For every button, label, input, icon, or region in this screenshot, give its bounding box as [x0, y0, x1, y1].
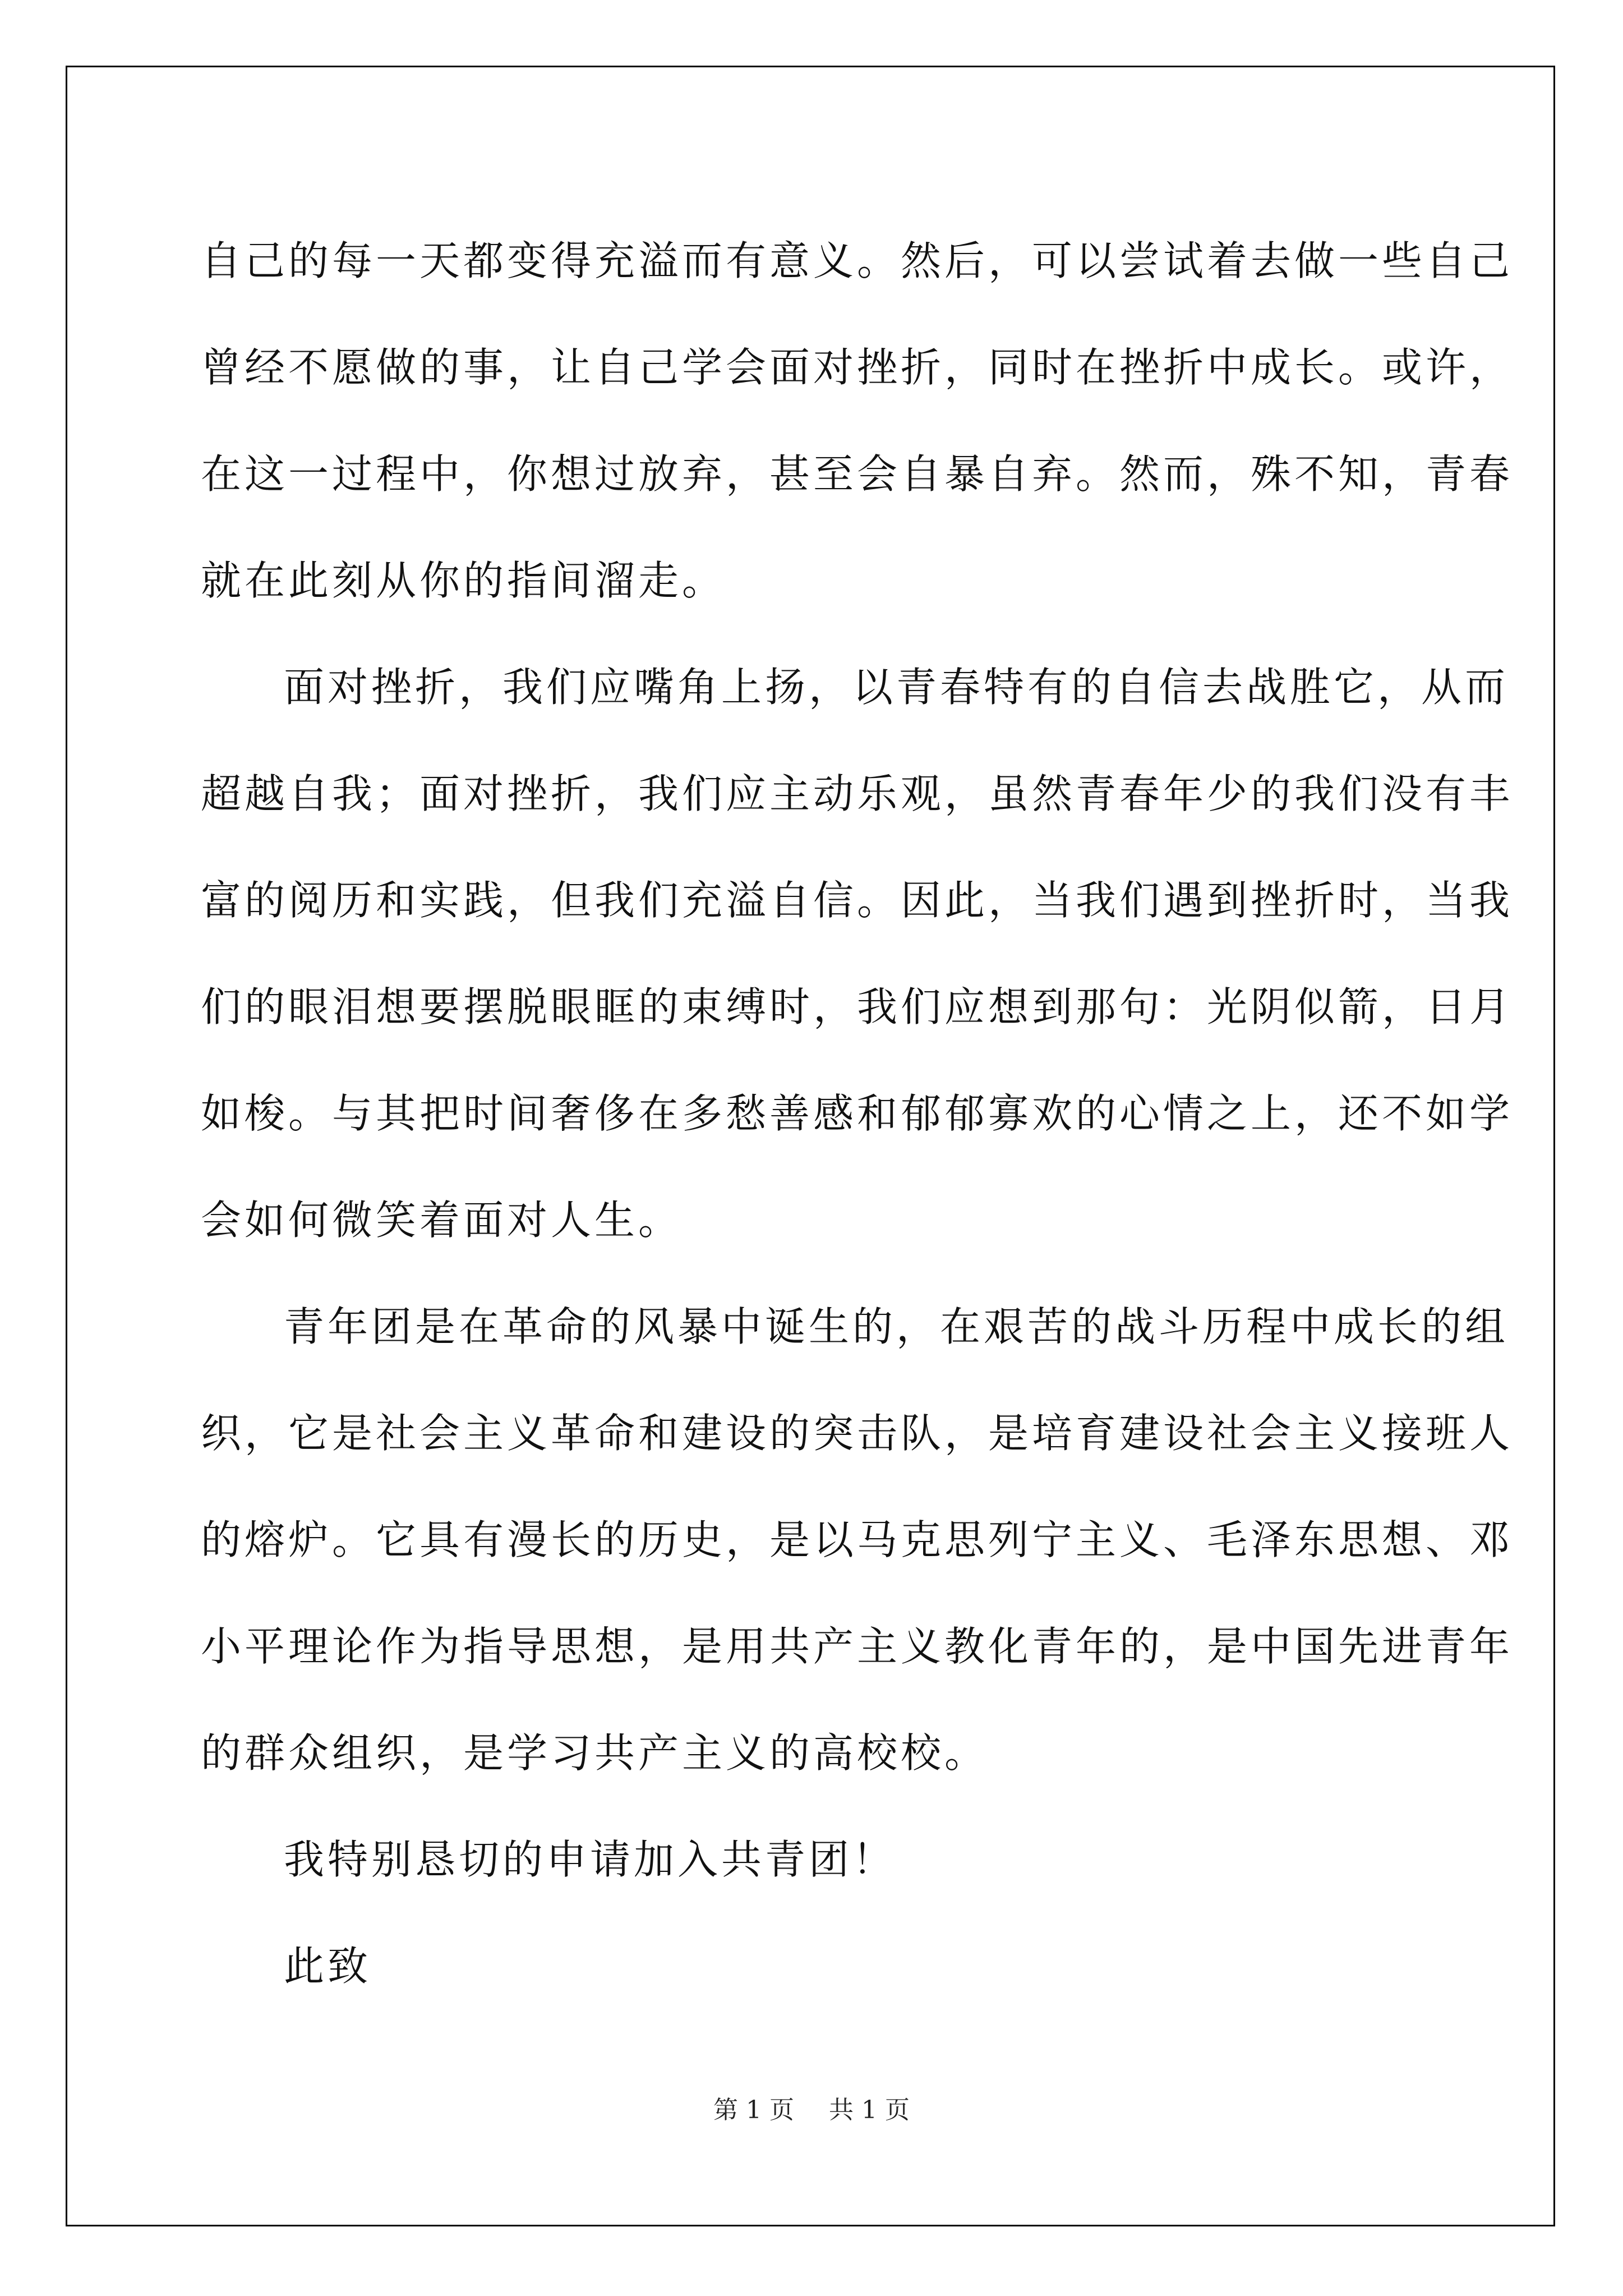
page-total: 共 1 页: [829, 2096, 910, 2124]
text-line: 曾经不愿做的事，让自己学会面对挫折，同时在挫折中成长。或许，: [201, 344, 1514, 391]
closing-line: 此致: [284, 1943, 372, 1990]
text-line: 织，它是社会主义革命和建设的突击队，是培育建设社会主义接班人: [201, 1410, 1514, 1457]
text-line: 的熔炉。它具有漫长的历史，是以马克思列宁主义、毛泽东思想、邓: [201, 1516, 1514, 1563]
paragraph-start-line: 我特别恳切的申请加入共青团！: [284, 1836, 897, 1883]
text-line: 就在此刻从你的指间溜走。: [201, 557, 726, 604]
text-line: 超越自我；面对挫折，我们应主动乐观，虽然青春年少的我们没有丰: [201, 770, 1514, 817]
text-line: 小平理论作为指导思想，是用共产主义教化青年的，是中国先进青年: [201, 1623, 1514, 1670]
text-line: 会如何微笑着面对人生。: [201, 1197, 683, 1244]
document-body: [201, 208, 1514, 2019]
paragraph-start-line: 青年团是在革命的风暴中诞生的，在艰苦的战斗历程中成长的组: [284, 1303, 1509, 1350]
text-line: 的群众组织，是学习共产主义的高校校。: [201, 1729, 989, 1777]
text-line: 富的阅历和实践，但我们充溢自信。因此，当我们遇到挫折时，当我: [201, 877, 1514, 924]
text-line: 们的眼泪想要摆脱眼眶的束缚时，我们应想到那句：光阴似箭，日月: [201, 983, 1514, 1030]
text-line: 在这一过程中，你想过放弃，甚至会自暴自弃。然而，殊不知，青春: [201, 450, 1514, 498]
page-footer: [0, 2090, 1623, 2125]
paragraph-start-line: 面对挫折，我们应嘴角上扬，以青春特有的自信去战胜它，从而: [284, 664, 1509, 711]
text-line: 自己的每一天都变得充溢而有意义。然后，可以尝试着去做一些自己: [201, 237, 1514, 284]
text-line: 如梭。与其把时间奢侈在多愁善感和郁郁寡欢的心情之上，还不如学: [201, 1090, 1514, 1137]
page-number: 第 1 页: [713, 2096, 794, 2124]
